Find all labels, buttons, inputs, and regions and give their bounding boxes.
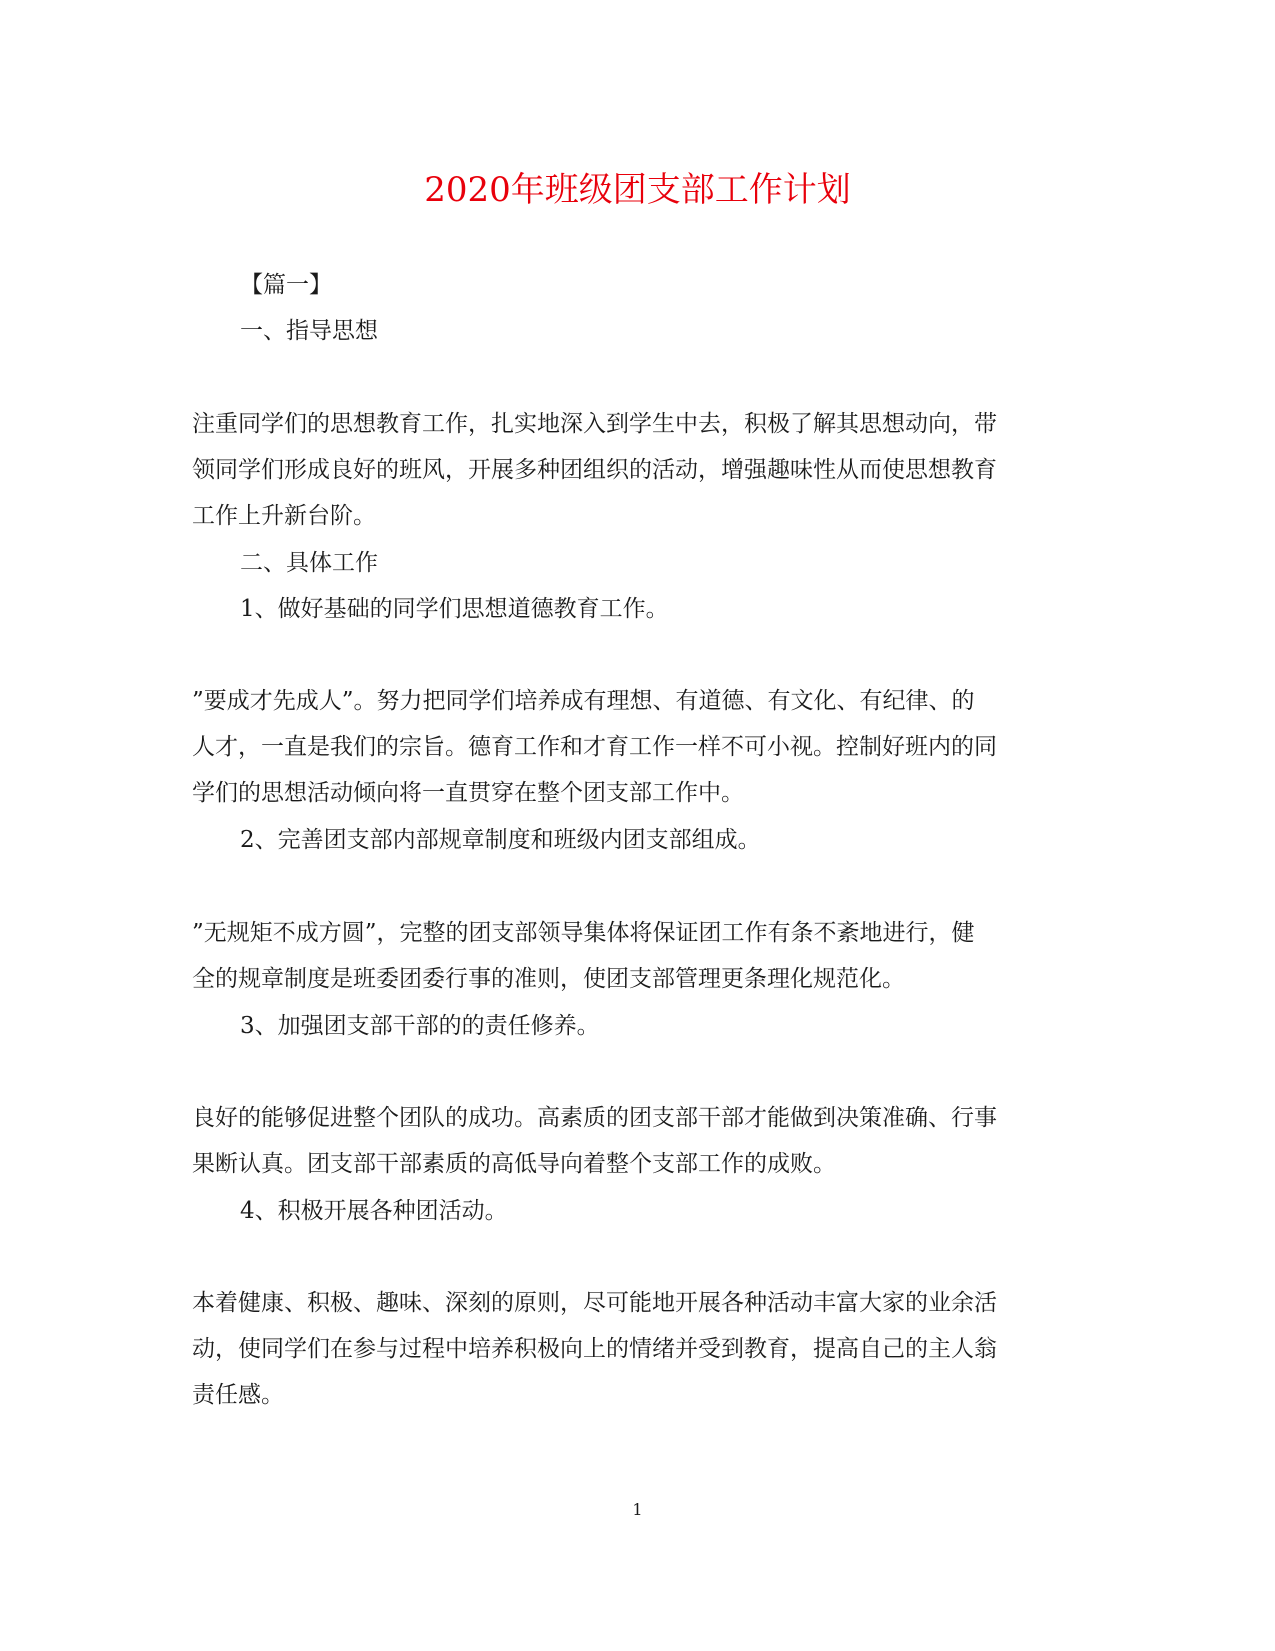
item-heading-4: 4、积极开展各种团活动。 xyxy=(240,1198,508,1224)
heading-guiding-thought: 一、指导思想 xyxy=(240,318,378,344)
paragraph-line: ”无规矩不成方圆”，完整的团支部领导集体将保证团工作有条不紊地进行，健 xyxy=(192,920,975,946)
paragraph-line: 本着健康、积极、趣味、深刻的原则，尽可能地开展各种活动丰富大家的业余活 xyxy=(192,1290,997,1316)
item-heading-3: 3、加强团支部干部的的责任修养。 xyxy=(240,1013,600,1039)
page-title: 2020年班级团支部工作计划 xyxy=(424,170,851,210)
paragraph-line: 学们的思想活动倾向将一直贯穿在整个团支部工作中。 xyxy=(192,780,744,806)
paragraph-line: 人才，一直是我们的宗旨。德育工作和才育工作一样不可小视。控制好班内的同 xyxy=(192,734,997,760)
paragraph-line: 动，使同学们在参与过程中培养积极向上的情绪并受到教育，提高自己的主人翁 xyxy=(192,1336,997,1362)
paragraph-line: ”要成才先成人”。努力把同学们培养成有理想、有道德、有文化、有纪律、的 xyxy=(192,688,975,714)
paragraph-line: 果断认真。团支部干部素质的高低导向着整个支部工作的成败。 xyxy=(192,1151,836,1177)
page-number: 1 xyxy=(632,1500,643,1519)
item-heading-1: 1、做好基础的同学们思想道德教育工作。 xyxy=(240,596,669,622)
paragraph-line: 领同学们形成良好的班风，开展多种团组织的活动，增强趣味性从而使思想教育 xyxy=(192,457,997,483)
item-heading-2: 2、完善团支部内部规章制度和班级内团支部组成。 xyxy=(240,827,761,853)
paragraph-line: 责任感。 xyxy=(192,1382,284,1408)
section-label: 【篇一】 xyxy=(240,272,332,298)
paragraph-line: 良好的能够促进整个团队的成功。高素质的团支部干部才能做到决策准确、行事 xyxy=(192,1105,997,1131)
paragraph-line: 全的规章制度是班委团委行事的准则，使团支部管理更条理化规范化。 xyxy=(192,966,905,992)
heading-specific-work: 二、具体工作 xyxy=(240,550,378,576)
paragraph-line: 工作上升新台阶。 xyxy=(192,503,376,529)
paragraph-line: 注重同学们的思想教育工作，扎实地深入到学生中去，积极了解其思想动向，带 xyxy=(192,411,997,437)
